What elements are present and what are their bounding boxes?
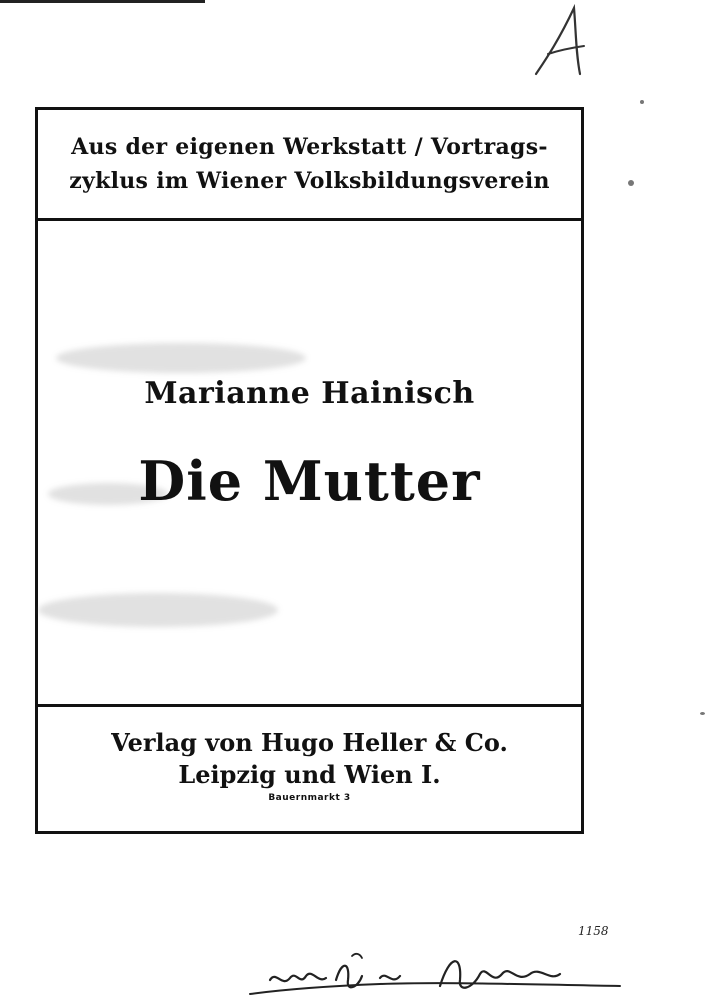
author-name: Marianne Hainisch — [144, 376, 475, 411]
series-line-1: Aus der eigenen Werkstatt / Vortrags- — [71, 134, 548, 160]
main-title-panel — [38, 221, 581, 704]
series-panel — [38, 110, 581, 221]
handwritten-letter-a — [530, 2, 600, 80]
publisher-cities: Leipzig und Wien I. — [178, 760, 441, 789]
publisher-name: Verlag von Hugo Heller & Co. — [111, 728, 508, 757]
paper-speck — [640, 100, 644, 104]
book-title: Die Mutter — [138, 449, 481, 513]
publisher-address: Bauernmarkt 3 — [268, 793, 351, 803]
print-smudge — [38, 593, 278, 627]
publisher-panel — [38, 704, 581, 831]
paper-speck — [700, 712, 705, 715]
series-line-2: zyklus im Wiener Volksbildungsverein — [69, 168, 550, 194]
print-smudge — [56, 343, 306, 373]
top-edge-rule — [0, 0, 205, 3]
paper-speck — [628, 180, 634, 186]
title-page-frame — [35, 107, 584, 834]
shelf-number: 1158 — [578, 924, 609, 938]
handwritten-signature — [240, 950, 640, 1006]
